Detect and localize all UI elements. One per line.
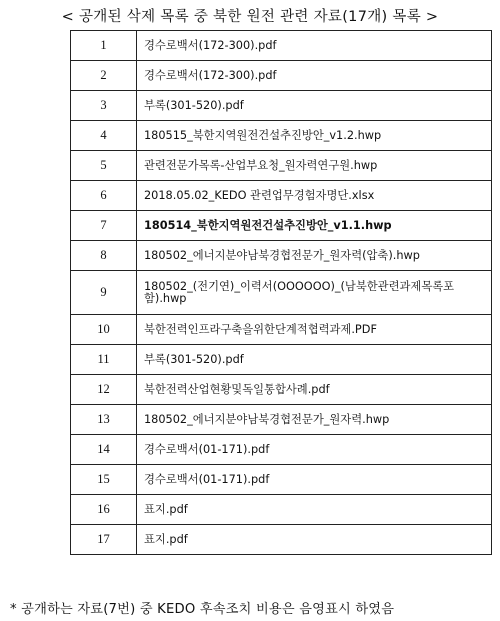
file-table-body: [71, 31, 492, 555]
table-row: [71, 315, 492, 345]
table-row: [71, 121, 492, 151]
row-number: 4: [71, 121, 137, 151]
row-number: 14: [71, 435, 137, 465]
file-name: 부록(301-520).pdf: [137, 345, 492, 375]
file-name: 180514_북한지역원전건설추진방안_v1.1.hwp: [137, 211, 492, 241]
table-row: [71, 211, 492, 241]
file-name: 북한전력산업현황및독일통합사례.pdf: [137, 375, 492, 405]
file-name: 경수로백서(172-300).pdf: [137, 31, 492, 61]
deleted-file-table: [70, 30, 492, 555]
table-row: [71, 31, 492, 61]
row-number: 17: [71, 525, 137, 555]
table-row: [71, 151, 492, 181]
file-name: 180502_에너지분야남북경협전문가_원자력(압축).hwp: [137, 241, 492, 271]
file-name: 180502_(전기연)_이력서(OOOOOO)_(남북한관련과제목록포함).hwp: [137, 271, 492, 315]
row-number: 2: [71, 61, 137, 91]
file-name: 관련전문가목록-산업부요청_원자력연구원.hwp: [137, 151, 492, 181]
file-name: 부록(301-520).pdf: [137, 91, 492, 121]
row-number: 7: [71, 211, 137, 241]
row-number: 11: [71, 345, 137, 375]
table-row: [71, 181, 492, 211]
table-row: [71, 495, 492, 525]
footnote: * 공개하는 자료(7번) 중 KEDO 후속조치 비용은 음영표시 하였음: [10, 602, 395, 617]
row-number: 10: [71, 315, 137, 345]
file-name: 경수로백서(172-300).pdf: [137, 61, 492, 91]
file-name: 경수로백서(01-171).pdf: [137, 435, 492, 465]
file-name: 북한전력인프라구축을위한단계적협력과제.PDF: [137, 315, 492, 345]
file-name: 180515_북한지역원전건설추진방안_v1.2.hwp: [137, 121, 492, 151]
row-number: 5: [71, 151, 137, 181]
table-row: [71, 345, 492, 375]
table-row: [71, 61, 492, 91]
row-number: 6: [71, 181, 137, 211]
document-title: < 공개된 삭제 목록 중 북한 원전 관련 자료(17개) 목록 >: [61, 9, 439, 25]
file-name: 경수로백서(01-171).pdf: [137, 465, 492, 495]
table-row: [71, 435, 492, 465]
row-number: 16: [71, 495, 137, 525]
row-number: 8: [71, 241, 137, 271]
row-number: 13: [71, 405, 137, 435]
table-row: [71, 241, 492, 271]
file-name: 표지.pdf: [137, 495, 492, 525]
table-row: [71, 91, 492, 121]
row-number: 9: [71, 271, 137, 315]
file-name: 표지.pdf: [137, 525, 492, 555]
file-name: 2018.05.02_KEDO 관련업무경험자명단.xlsx: [137, 181, 492, 211]
row-number: 3: [71, 91, 137, 121]
table-row: [71, 465, 492, 495]
row-number: 1: [71, 31, 137, 61]
table-row: [71, 375, 492, 405]
row-number: 12: [71, 375, 137, 405]
table-row: [71, 525, 492, 555]
table-row: [71, 271, 492, 315]
row-number: 15: [71, 465, 137, 495]
file-name: 180502_에너지분야남북경협전문가_원자력.hwp: [137, 405, 492, 435]
table-row: [71, 405, 492, 435]
